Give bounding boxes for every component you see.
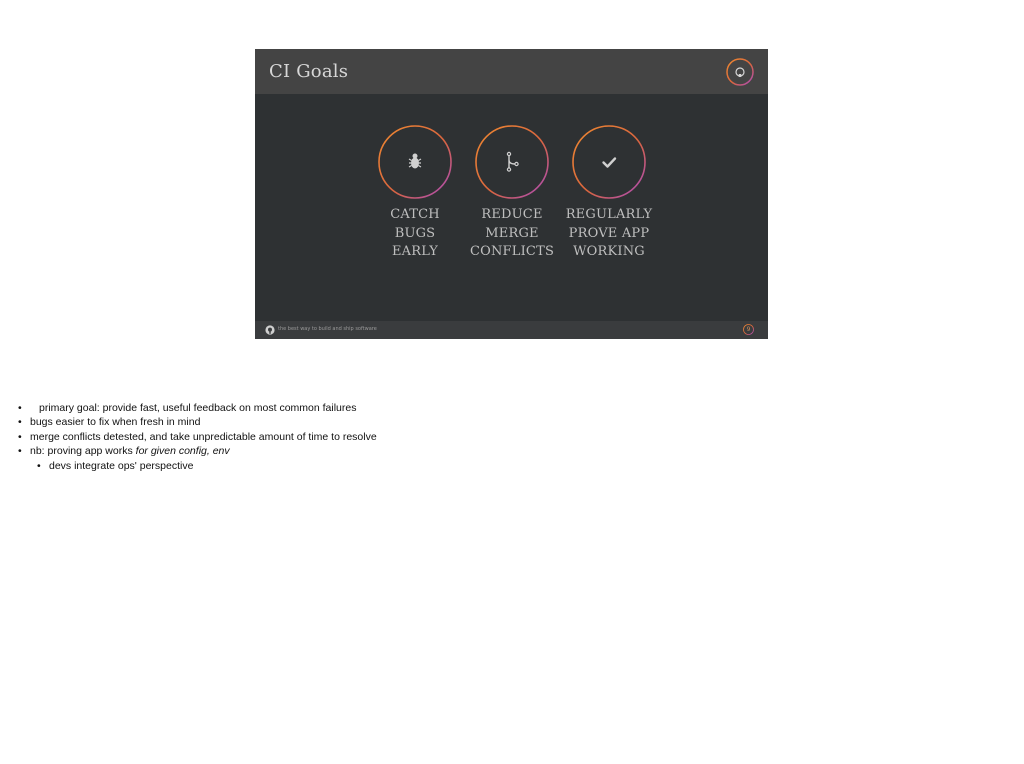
note-item: • nb: proving app works for given config, env bbox=[18, 444, 377, 458]
github-octocat-icon bbox=[265, 325, 275, 335]
note-item: • primary goal: provide fast, useful feedback on most common failures bbox=[18, 401, 377, 415]
slide bbox=[255, 49, 768, 339]
note-subitem: • devs integrate ops' perspective bbox=[18, 459, 377, 473]
goal-label: CATCH BUGS EARLY bbox=[390, 207, 440, 259]
slide-title: CI Goals bbox=[269, 61, 349, 82]
speaker-notes bbox=[18, 401, 377, 473]
slide-header bbox=[255, 49, 768, 94]
note-item: • merge conflicts detested, and take unpredictable amount of time to resolve bbox=[18, 430, 377, 444]
git-branch-icon bbox=[474, 124, 550, 200]
slide-footer bbox=[255, 321, 768, 339]
page-number: 9 bbox=[746, 326, 751, 333]
checkmark-icon bbox=[571, 124, 647, 200]
goal-prove-app-working bbox=[564, 124, 654, 262]
note-italic: for given config, env bbox=[135, 445, 230, 458]
footer-tagline: the best way to build and ship software bbox=[278, 326, 377, 332]
goal-label: REGULARLY PROVE APP WORKING bbox=[565, 207, 653, 259]
goal-catch-bugs bbox=[370, 124, 460, 262]
bug-icon bbox=[377, 124, 453, 200]
goal-label: REDUCE MERGE CONFLICTS bbox=[469, 207, 555, 259]
goal-reduce-merge-conflicts bbox=[467, 124, 557, 262]
note-item: • bugs easier to fix when fresh in mind bbox=[18, 415, 377, 429]
github-logo-icon bbox=[726, 58, 754, 86]
